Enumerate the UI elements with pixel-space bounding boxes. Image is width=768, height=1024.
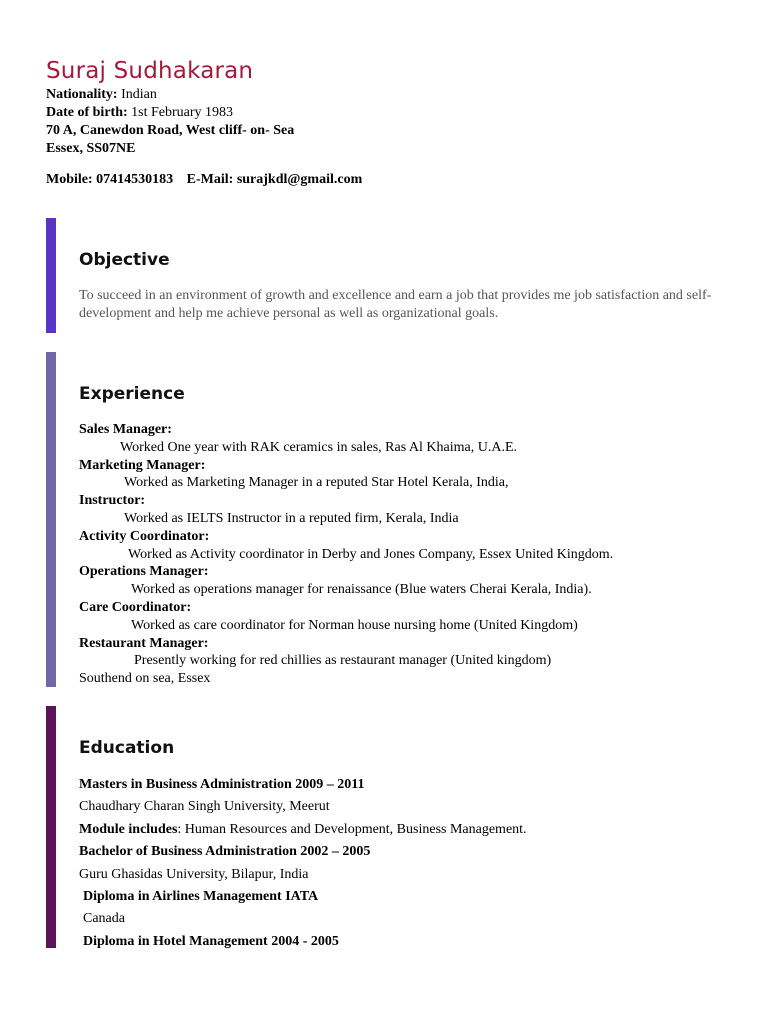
experience-location: Southend on sea, Essex	[79, 671, 211, 687]
experience-role: Activity Coordinator:	[79, 528, 210, 544]
experience-accent-bar	[46, 352, 56, 687]
address-line-1: 70 A, Canewdon Road, West cliff- on- Sea	[46, 123, 295, 138]
address-line-2: Essex, SS07NE	[46, 141, 136, 156]
experience-description: Worked as care coordinator for Norman house nursing home (United Kingdom)	[131, 617, 578, 633]
diploma-airlines: Diploma in Airlines Management IATA	[83, 889, 319, 905]
experience-description: Worked as Marketing Manager in a reputed Star Hotel Kerala, India,	[124, 475, 509, 491]
mba-university: Chaudhary Charan Singh University, Meerut	[79, 799, 330, 815]
contact-block	[46, 86, 294, 158]
education-heading: Education	[79, 738, 175, 758]
candidate-name: Suraj Sudhakaran	[46, 58, 254, 84]
mobile-value: 07414530183	[96, 172, 174, 187]
modules-text: : Human Resources and Development, Business Management.	[177, 821, 527, 837]
experience-role: Restaurant Manager:	[79, 635, 209, 651]
experience-role: Instructor:	[79, 493, 146, 509]
experience-description: Presently working for red chillies as restaurant manager (United kingdom)	[134, 653, 552, 669]
experience-role: Care Coordinator:	[79, 599, 192, 615]
dob-value: 1st February 1983	[131, 105, 234, 120]
bba-university: Guru Ghasidas University, Bilapur, India	[79, 866, 309, 882]
nationality-label: Nationality:	[46, 87, 118, 102]
nationality-value: Indian	[121, 87, 157, 102]
objective-heading: Objective	[79, 250, 170, 270]
phone-email-line	[46, 172, 362, 188]
experience-description: Worked as IELTS Instructor in a reputed firm, Kerala, India	[124, 510, 459, 526]
education-accent-bar	[46, 706, 56, 948]
education-list	[79, 774, 527, 953]
nationality-line	[46, 86, 294, 104]
modules-line	[79, 819, 527, 841]
modules-label: Module includes	[79, 821, 178, 837]
email-value: surajkdl@gmail.com	[236, 172, 363, 187]
mobile-label: Mobile:	[46, 172, 93, 187]
objective-text: To succeed in an environment of growth and excellence and earn a job that provides me job satisfaction and self-development and help me achieve personal as well as organizational goals.	[79, 288, 712, 321]
experience-role: Marketing Manager:	[79, 457, 206, 473]
dob-line	[46, 104, 294, 122]
degree-bba: Bachelor of Business Administration 2002 – 2005	[79, 844, 371, 860]
experience-description: Worked as Activity coordinator in Derby and Jones Company, Essex United Kingdom.	[128, 546, 614, 562]
diploma-airlines-place: Canada	[83, 911, 125, 927]
experience-list	[79, 421, 613, 688]
experience-description: Worked One year with RAK ceramics in sales, Ras Al Khaima, U.A.E.	[120, 439, 517, 455]
email-label: E-Mail:	[186, 172, 234, 187]
experience-role: Sales Manager:	[79, 422, 172, 437]
experience-heading: Experience	[79, 384, 185, 404]
diploma-hotel: Diploma in Hotel Management 2004 - 2005	[83, 933, 339, 949]
experience-description: Worked as operations manager for renaissance (Blue waters Cherai Kerala, India).	[131, 582, 592, 598]
experience-role: Operations Manager:	[79, 564, 209, 580]
objective-accent-bar	[46, 218, 56, 333]
degree-mba: Masters in Business Administration 2009 – 2011	[79, 777, 365, 792]
dob-label: Date of birth:	[46, 105, 128, 120]
